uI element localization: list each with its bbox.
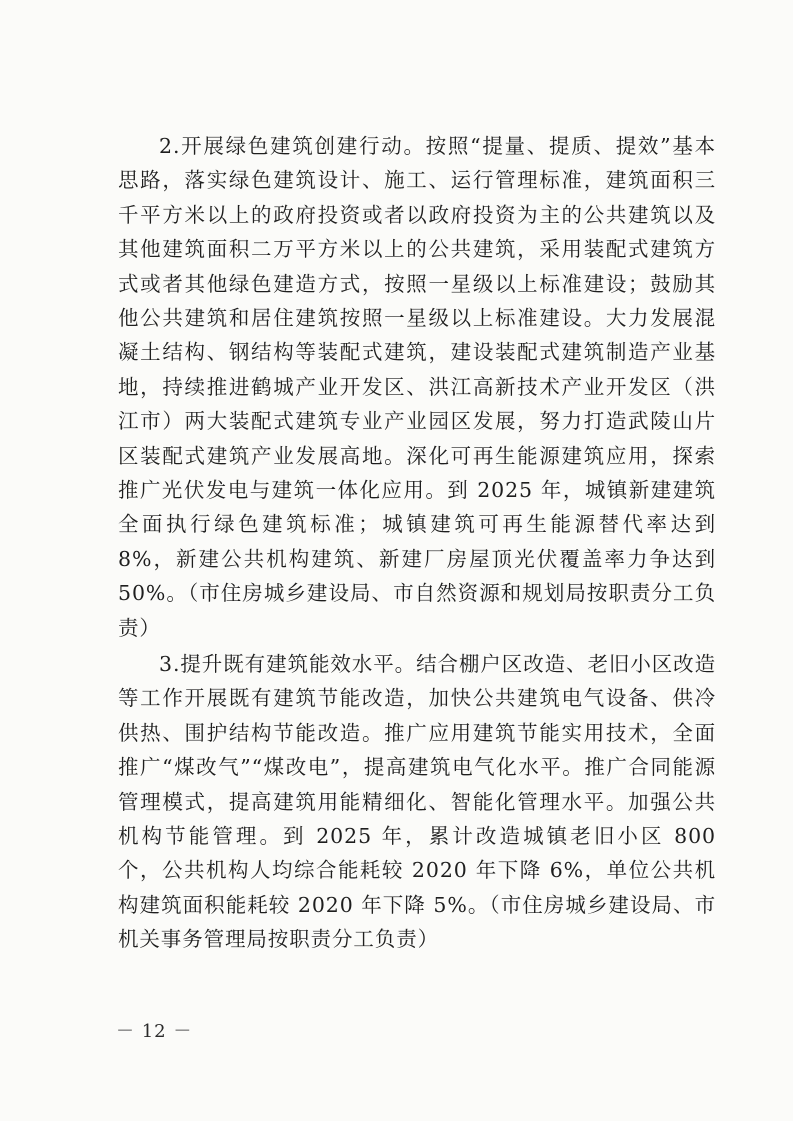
page-number: － 12 －	[116, 1021, 193, 1042]
paragraph-green-building-action: 2.开展绿色建筑创建行动。按照“提量、提质、提效”基本思路，落实绿色建筑设计、施工、运行管理标准，建筑面积三千平方米以上的政府投资或者以政府投资为主的公共建筑以及其他建筑面积二万平方米以上的公共建筑，采用装配式建筑方式或者其他绿色建造方式，按照一星级以上标准建设；鼓励其他公共建筑和居住建筑按照一星级以上标准建设。大力发展混凝土结构、钢结构等装配式建筑，建设装配式建筑制造产业基地，持续推进鹤城产业开发区、洪江高新技术产业开发区（洪江市）两大装配式建筑专业产业园区发展，努力打造武陵山片区装配式建筑产业发展高地。深化可再生能源建筑应用，探索推广光伏发电与建筑一体化应用。到 2025 年，城镇新建建筑全面执行绿色建筑标准；城镇建筑可再生能源替代率达到 8%，新建公共机构建筑、新建厂房屋顶光伏覆盖率力争达到 50%。（市住房城乡建设局、市自然资源和规划局按职责分工负责）	[118, 134, 716, 640]
paragraph-existing-building-efficiency: 3.提升既有建筑能效水平。结合棚户区改造、老旧小区改造等工作开展既有建筑节能改造，加快公共建筑电气设备、供冷供热、围护结构节能改造。推广应用建筑节能实用技术，全面推广“煤改气”“煤改电”，提高建筑电气化水平。推广合同能源管理模式，提高建筑用能精细化、智能化管理水平。加强公共机构节能管理。到 2025 年，累计改造城镇老旧小区 800 个，公共机构人均综合能耗较 2020 年下降 6%，单位公共机构建筑面积能耗较 2020 年下降 5%。（市住房城乡建设局、市机关事务管理局按职责分工负责）	[118, 652, 716, 952]
